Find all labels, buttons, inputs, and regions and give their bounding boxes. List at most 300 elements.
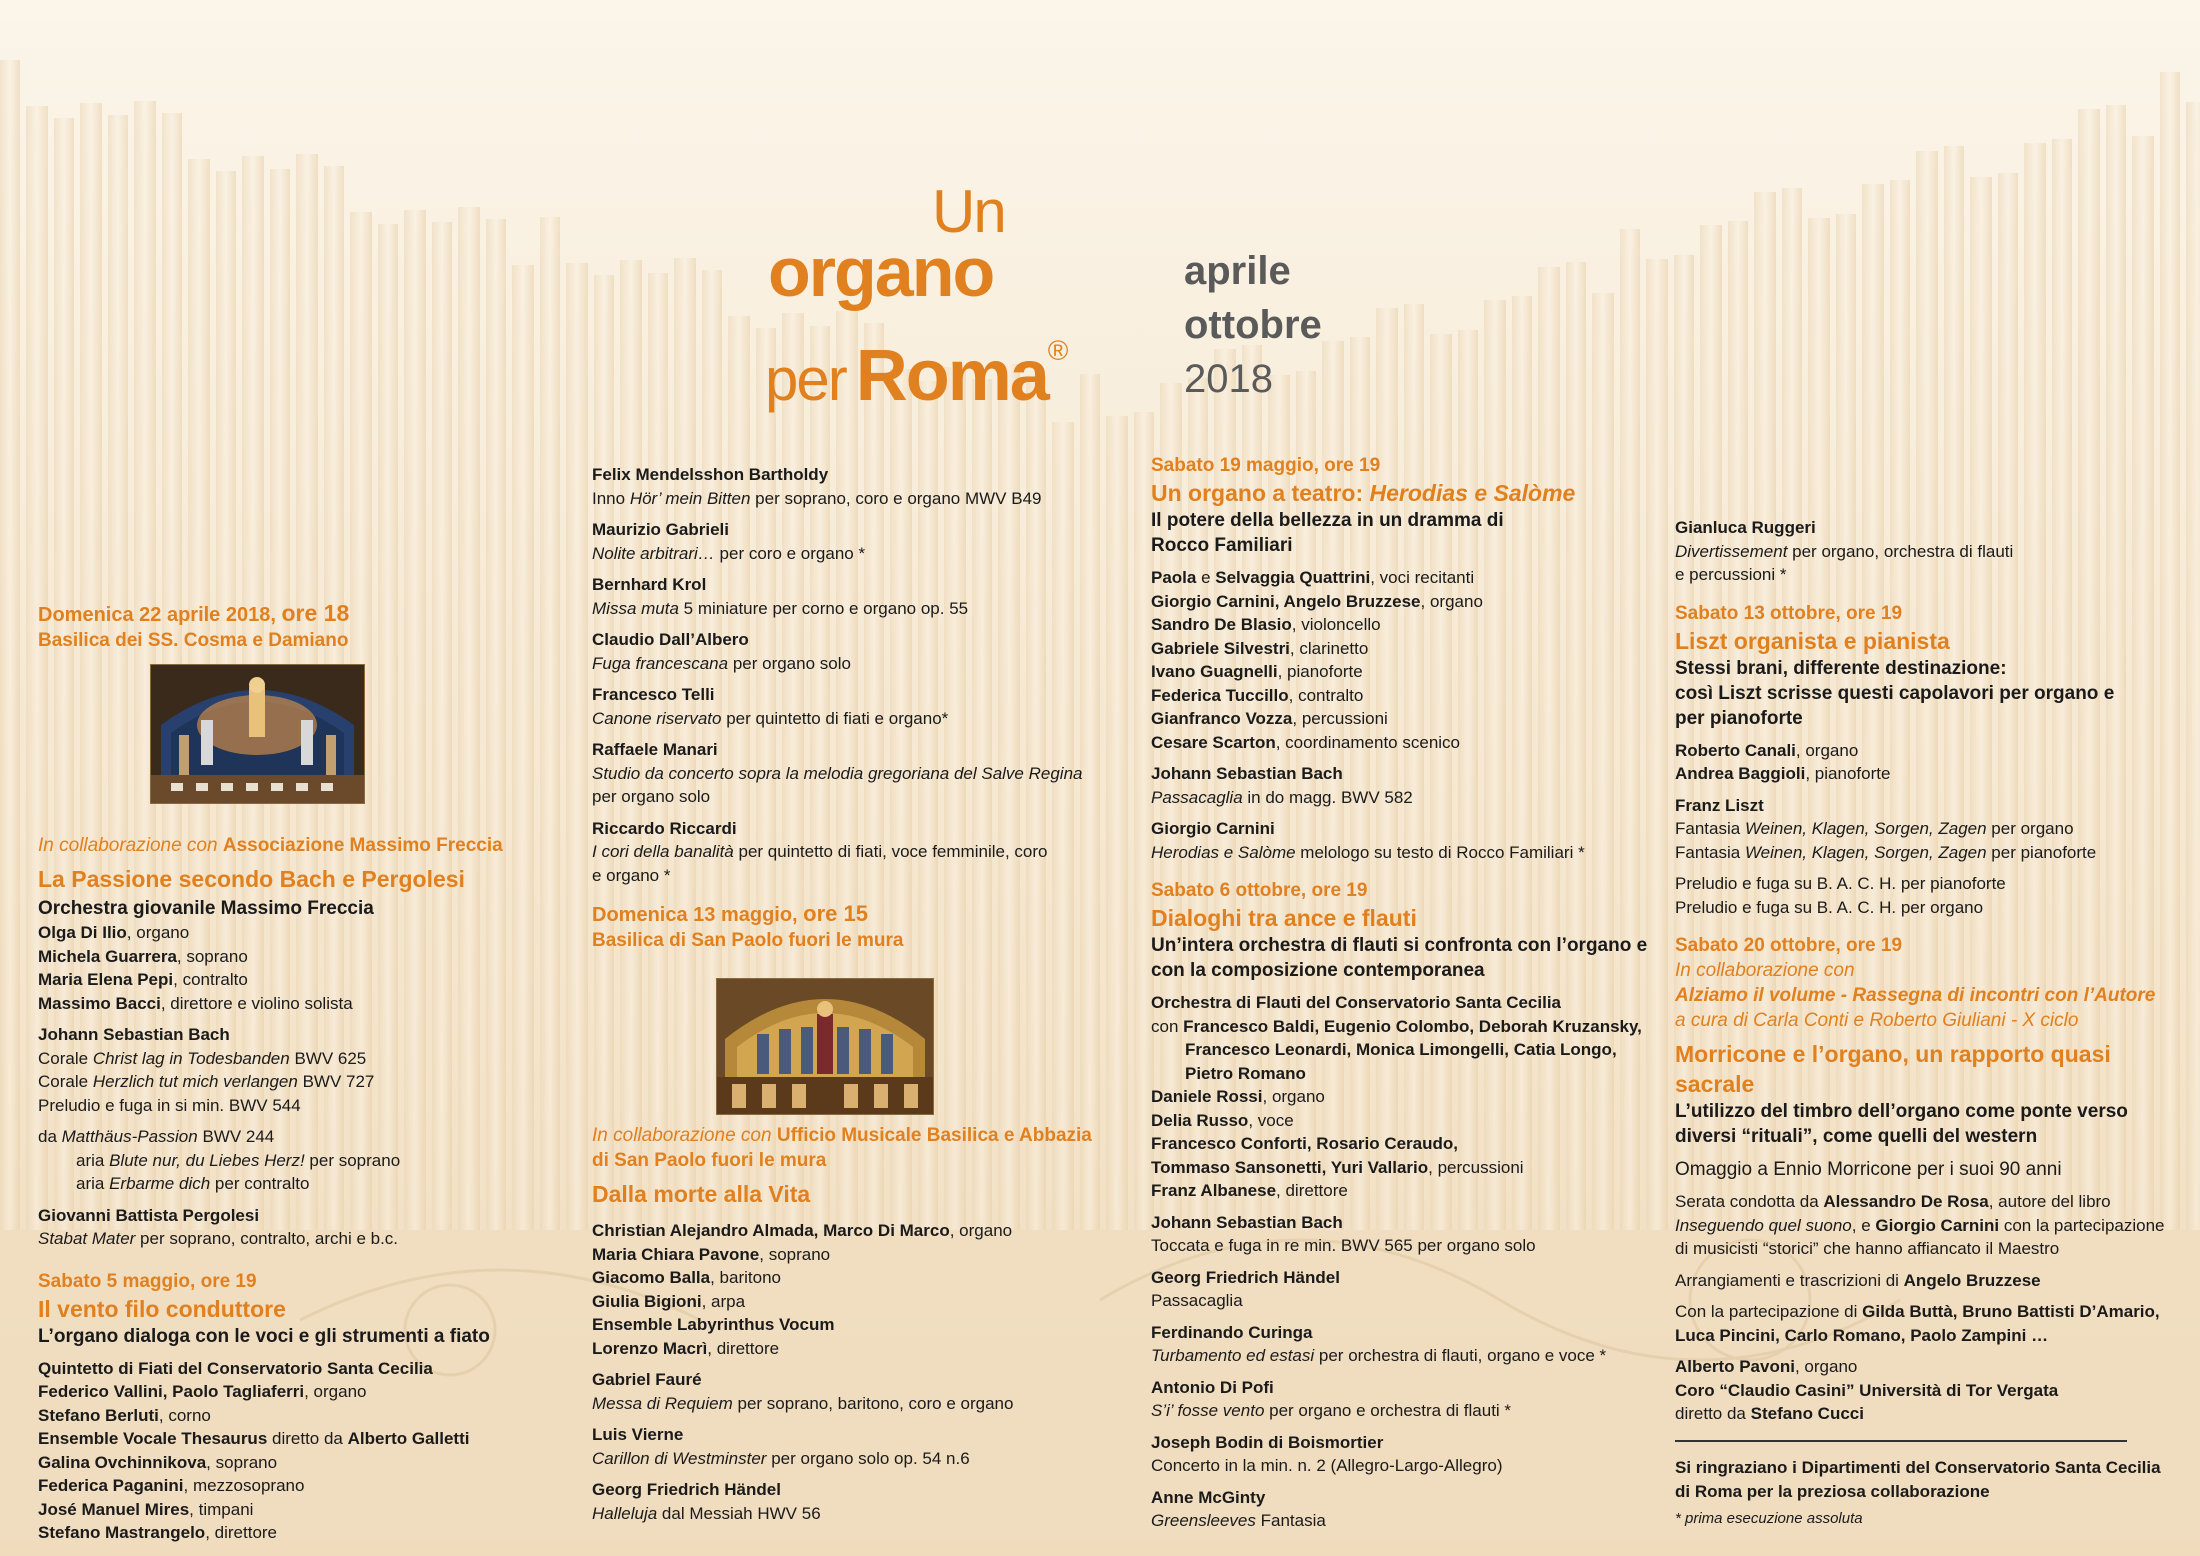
- work-title: Herodias e Salòme: [1151, 842, 1296, 862]
- arranger-name: Angelo Bruzzese: [1903, 1270, 2041, 1290]
- performer-role: , contralto: [173, 970, 248, 989]
- performer-name: Roberto Canali: [1675, 740, 1796, 760]
- composer-name: Antonio Di Pofi: [1151, 1377, 1274, 1397]
- performer-line: [1151, 684, 1661, 708]
- work-line: per organo solo: [592, 787, 711, 806]
- collab-partner: Ufficio Musicale Basilica e Abbazia: [776, 1125, 1092, 1146]
- composer-name: Gabriel Fauré: [592, 1370, 702, 1389]
- composer-name: Georg Friedrich Händel: [1151, 1267, 1340, 1287]
- soloist-names: Francesco Baldi, Eugenio Colombo, Deborah Kruzansky,: [1183, 1016, 1642, 1036]
- event-1-date: [38, 601, 508, 628]
- performer-role: , timpani: [189, 1499, 254, 1519]
- performer-role: , organo: [126, 923, 190, 942]
- performer-line: [592, 1219, 1092, 1243]
- performer-role: , soprano: [206, 1452, 278, 1472]
- event-7-host-line-2: [1675, 1214, 2175, 1238]
- performer-line: [1151, 1156, 1661, 1180]
- event-4-title-main: Un organo a teatro:: [1151, 480, 1370, 506]
- performer-role: , coordinamento scenico: [1275, 732, 1461, 752]
- work-title: I cori della banalità: [592, 842, 734, 861]
- performer-name: Stefano Mastrangelo: [38, 1523, 206, 1542]
- performer-role: , pianoforte: [1277, 662, 1363, 681]
- event-3-collaboration: [592, 1123, 1092, 1148]
- host-name: Alessandro De Rosa: [1823, 1192, 1989, 1211]
- work-line: Preludio e fuga in si min. BWV 544: [38, 1095, 301, 1115]
- work-title: Erbarme dich: [109, 1174, 211, 1193]
- event-7-host-line-3: di musicisti “storici” che hanno affiancato il Maestro: [1675, 1239, 2060, 1258]
- soloist-names: Pietro Romano: [1185, 1063, 1306, 1083]
- collab-prefix: In collaborazione con: [38, 835, 223, 856]
- work-line: [592, 597, 1092, 621]
- text-run: , e: [1851, 1215, 1876, 1235]
- collab-partner: Associazione Massimo Freccia: [222, 835, 503, 856]
- performer-line: [38, 1427, 508, 1451]
- work-prefix: aria: [76, 1174, 110, 1193]
- composer-name: Maurizio Gabrieli: [592, 520, 729, 539]
- composer-bach: Johann Sebastian Bach: [38, 1025, 230, 1044]
- performer-role: , pianoforte: [1805, 764, 1891, 783]
- event-7-title: Morricone e l’organo, un rapporto quasi sacrale: [1675, 1041, 2111, 1097]
- performer-line: [38, 1404, 508, 1428]
- work-line: [592, 1447, 1092, 1471]
- performer-role: , organo: [1795, 740, 1859, 760]
- logo-per-word: per: [765, 346, 846, 413]
- event-3-venue: Basilica di San Paolo fuori le mura: [592, 930, 904, 951]
- composer-name: Anne McGinty: [1151, 1487, 1266, 1507]
- event-4-subtitle-2: Rocco Familiari: [1151, 535, 1293, 556]
- event-7-host-line: [1675, 1190, 2175, 1214]
- performer-line: [38, 1380, 508, 1404]
- work-scoring: per contralto: [210, 1174, 310, 1193]
- event-3-date: [592, 901, 1092, 928]
- work-title: Blute nur, du Liebes Herz!: [109, 1150, 305, 1170]
- work-scoring: per soprano, coro e organo MWV B49: [750, 488, 1042, 508]
- work-prefix: aria: [76, 1150, 110, 1170]
- work-line: [592, 762, 1092, 786]
- event-2-subtitle: L’organo dialoga con le voci e gli strumenti a fiato: [38, 1325, 490, 1347]
- performer-role: , baritono: [710, 1268, 781, 1287]
- event-2-date: Sabato 5 maggio, ore 19: [38, 1270, 257, 1292]
- performer-name: Ensemble Labyrinthus Vocum: [592, 1315, 835, 1334]
- event-6-title: Liszt organista e pianista: [1675, 627, 1950, 654]
- orchestra-name: Orchestra di Flauti del Conservatorio Santa Cecilia: [1151, 993, 1562, 1012]
- performer-role: , organo: [1794, 1357, 1858, 1376]
- composer-name: Gianluca Ruggeri: [1675, 518, 1816, 537]
- performer-name: Coro “Claudio Casini” Università di Tor Vergata: [1675, 1380, 2059, 1400]
- event-4-subtitle: Il potere della bellezza in un dramma di: [1151, 510, 1504, 531]
- work-catalogue: BWV 244: [197, 1127, 275, 1146]
- performer-name: Giacomo Balla: [592, 1268, 711, 1287]
- performer-role: , organo: [304, 1382, 367, 1401]
- performer-name: Giulia Bigioni: [592, 1291, 702, 1311]
- performer-role: , corno: [158, 1405, 211, 1425]
- performer-role: diretto da: [267, 1429, 348, 1448]
- performer-name: Paola: [1151, 568, 1197, 587]
- performer-role: , direttore: [707, 1338, 780, 1358]
- performer-name: Federica Paganini: [38, 1476, 184, 1495]
- event-5-subtitle: Un’intera orchestra di flauti si confronta con l’organo e: [1151, 935, 1648, 956]
- performer-line: [592, 1243, 1092, 1267]
- performer-role: , percussioni: [1292, 709, 1388, 728]
- work-title: Greensleeves: [1151, 1511, 1256, 1530]
- work-scoring: dal Messiah HWV 56: [657, 1503, 821, 1523]
- work-line: [1151, 1289, 1661, 1313]
- performer-name: Maria Chiara Pavone: [592, 1244, 760, 1264]
- performer-name: Alberto Galletti: [347, 1429, 470, 1448]
- performer-name: Olga Di Ilio: [38, 923, 127, 942]
- work-title: Carillon di Westminster: [592, 1448, 767, 1468]
- work-line: [1675, 841, 2175, 865]
- work-line: [592, 652, 1092, 676]
- column-3: [1151, 453, 1661, 1533]
- composer-liszt: Franz Liszt: [1675, 795, 1764, 815]
- performer-name: Galina Ovchinnikova: [38, 1452, 207, 1472]
- performer-line: [1151, 1132, 1661, 1156]
- work-catalogue: BWV 727: [297, 1072, 375, 1091]
- performer-name: Delia Russo: [1151, 1110, 1249, 1130]
- performer-line: [38, 992, 508, 1016]
- event-7-collaboration: In collaborazione con: [1675, 960, 1855, 981]
- performer-name: Federica Tuccillo: [1151, 685, 1289, 705]
- work-title: Weinen, Klagen, Sorgen, Zagen: [1744, 819, 1987, 838]
- work-line: [1151, 786, 1661, 810]
- event-5-works: [1151, 1211, 1661, 1533]
- work-line: [1151, 1454, 1661, 1478]
- work-line: e percussioni *: [1675, 565, 1787, 584]
- performer-name: Maria Elena Pepi: [38, 970, 174, 989]
- work-title: Passacaglia: [1151, 787, 1243, 807]
- work-prefix: Corale: [38, 1048, 93, 1068]
- performer-line: [592, 1313, 1092, 1337]
- work-line: [38, 1227, 508, 1251]
- composer-name: Riccardo Riccardi: [592, 818, 737, 838]
- work-line: [1151, 1344, 1661, 1368]
- performer-name: Franz Albanese: [1151, 1181, 1277, 1200]
- date-october: ottobre: [1184, 303, 1322, 347]
- event-5-performers: [1151, 1085, 1661, 1203]
- performer-line: [1151, 707, 1661, 731]
- performer-line: [1151, 637, 1661, 661]
- guest-names: Luca Pincini, Carlo Romano, Paolo Zampini …: [1675, 1325, 2049, 1345]
- event-6-subtitle-3: per pianoforte: [1675, 707, 1803, 729]
- performer-name: Gabriele Silvestri: [1151, 638, 1290, 658]
- text-run: con la partecipazione: [1999, 1215, 2165, 1235]
- event-7-performers: [1675, 1355, 2175, 1402]
- work-title: Herzlich tut mich verlangen: [92, 1072, 298, 1091]
- event-7-subtitle: L’utilizzo del timbro dell’organo come ponte verso: [1675, 1101, 2128, 1122]
- event-4-performers: [1151, 566, 1661, 754]
- logo-organo: organo: [768, 233, 994, 311]
- event-7-tribute: Omaggio a Ennio Morricone per i suoi 90 anni: [1675, 1159, 2062, 1180]
- event-6-subtitle-2: così Liszt scrisse questi capolavori per organo e: [1675, 682, 2115, 704]
- performer-role: , soprano: [176, 946, 248, 966]
- performer-name: Sandro De Blasio: [1151, 615, 1292, 634]
- event-7-arrangements: [1675, 1269, 2175, 1293]
- work-title: Fuga francescana: [592, 653, 729, 673]
- work-prefix: Inno: [592, 488, 630, 508]
- basilica-cosma-damiano-photo: [150, 664, 365, 804]
- performer-line: [592, 1266, 1092, 1290]
- performer-role: , direttore: [205, 1523, 278, 1542]
- event-3-performers: [592, 1219, 1092, 1360]
- performer-role: , clarinetto: [1289, 638, 1369, 658]
- performer-line: [38, 1498, 508, 1522]
- text-run: , autore del libro: [1988, 1192, 2111, 1211]
- composer-name: Francesco Telli: [592, 685, 715, 704]
- performer-line: [38, 968, 508, 992]
- performer-line: [38, 1451, 508, 1475]
- work-line: [38, 1125, 508, 1149]
- performer-line: [592, 1290, 1092, 1314]
- performer-line: [38, 1521, 508, 1545]
- event-6-subtitle: Stessi brani, differente destinazione:: [1675, 657, 2007, 679]
- performer-name: Stefano Berluti: [38, 1405, 159, 1425]
- event-1-venue: Basilica dei SS. Cosma e Damiano: [38, 630, 349, 651]
- composer-name: Ferdinando Curinga: [1151, 1322, 1313, 1342]
- performer-name: Christian Alejandro Almada, Marco Di Marco: [592, 1221, 950, 1240]
- column-4: [1675, 516, 2175, 1426]
- work-scoring: per soprano, baritono, coro e organo: [732, 1393, 1014, 1413]
- work-scoring: Passacaglia: [1151, 1291, 1243, 1310]
- event-2-title: Il vento filo conduttore: [38, 1295, 286, 1322]
- performer-role: , organo: [1420, 591, 1483, 611]
- event-5-subtitle-2: con la composizione contemporanea: [1151, 960, 1485, 981]
- work-title: Canone riservato: [592, 708, 722, 728]
- performer-line: [1675, 739, 2175, 763]
- composer-name: Felix Mendelsshon Bartholdy: [592, 465, 829, 484]
- performer-name: Ensemble Vocale Thesaurus: [38, 1429, 268, 1448]
- composer-name: Giorgio Carnini: [1151, 819, 1275, 838]
- performer-role: , percussioni: [1428, 1157, 1524, 1177]
- event-1-time: ore 18: [281, 600, 350, 626]
- work-scoring: per orchestra di flauti, organo e voce *: [1314, 1346, 1607, 1365]
- performer-name: Alberto Pavoni: [1675, 1357, 1795, 1376]
- premiere-footnote: * prima esecuzione assoluta: [1675, 1510, 1863, 1527]
- work-scoring: per quintetto di fiati e organo*: [721, 708, 949, 728]
- work-title: Halleluja: [592, 1503, 658, 1523]
- performer-name: Daniele Rossi: [1151, 1087, 1263, 1106]
- work-scoring: per soprano: [304, 1150, 401, 1170]
- performer-line: [592, 1337, 1092, 1361]
- performer-line: [1151, 1179, 1661, 1203]
- performer-name: Ivano Guagnelli: [1151, 662, 1278, 681]
- performer-line: [1151, 1109, 1661, 1133]
- event-4-title: [1151, 478, 1661, 508]
- host-name: Giorgio Carnini: [1875, 1215, 2000, 1235]
- performer-role: , voci recitanti: [1370, 568, 1475, 587]
- work-scoring: melologo su testo di Rocco Familiari *: [1295, 842, 1585, 862]
- work-title: Weinen, Klagen, Sorgen, Zagen: [1744, 842, 1987, 862]
- performer-role: , soprano: [759, 1244, 831, 1264]
- work-line: [38, 1172, 508, 1196]
- work-line: [38, 1149, 508, 1173]
- work-title: Missa muta: [592, 598, 679, 618]
- performer-line: [1151, 590, 1661, 614]
- text-run: Serata condotta da: [1675, 1192, 1824, 1211]
- collab-partner-line2: di San Paolo fuori le mura: [592, 1150, 827, 1171]
- work-title: Studio da concerto sopra la melodia gregoriana del Salve Regina: [592, 763, 1083, 783]
- work-title: Hör’ mein Bitten: [629, 488, 751, 508]
- thanks-line: Si ringraziano i Dipartimenti del Conservatorio Santa Cecilia: [1675, 1458, 2161, 1477]
- work-title: Nolite arbitrari…: [592, 543, 715, 563]
- event-1-collaboration: [38, 833, 508, 858]
- work-title: Christ lag in Todesbanden: [92, 1048, 290, 1068]
- work-title: Stabat Mater: [38, 1229, 136, 1248]
- event-3-day: Domenica 13 maggio,: [592, 904, 804, 926]
- work-catalogue: BWV 625: [289, 1048, 367, 1068]
- performer-line: [1151, 1085, 1661, 1109]
- composer-name: Claudio Dall’Albero: [592, 630, 749, 649]
- performer-line: [1675, 762, 2175, 786]
- event-6-date: Sabato 13 ottobre, ore 19: [1675, 602, 1903, 624]
- logo-un: Un: [932, 178, 1005, 245]
- work-prefix: Fantasia: [1675, 819, 1745, 838]
- work-line: [592, 1392, 1092, 1416]
- event-1-ensemble: Orchestra giovanile Massimo Freccia: [38, 898, 374, 919]
- composer-name: Georg Friedrich Händel: [592, 1480, 781, 1499]
- performer-name: Gianfranco Vozza: [1151, 709, 1293, 728]
- thanks-line-2: di Roma per la preziosa collaborazione: [1675, 1481, 1990, 1501]
- event-1-title: La Passione secondo Bach e Pergolesi: [38, 866, 465, 892]
- work-prefix: Fantasia: [1675, 842, 1745, 862]
- performer-name: Cesare Scarton: [1151, 732, 1276, 752]
- work-title: S’i’ fosse vento: [1151, 1401, 1265, 1420]
- performer-name: Quintetto di Fiati del Conservatorio Santa Cecilia: [38, 1358, 433, 1378]
- performer-name: Andrea Baggioli: [1675, 764, 1806, 783]
- work-scoring: Toccata e fuga in re min. BWV 565 per organo solo: [1151, 1236, 1536, 1255]
- date-year: 2018: [1184, 357, 1273, 401]
- performer-name: Selvaggia Quattrini: [1215, 568, 1371, 587]
- work-scoring: per pianoforte: [1986, 842, 2097, 862]
- work-scoring: in do magg. BWV 582: [1242, 787, 1413, 807]
- work-line: [38, 1047, 508, 1071]
- composer-name: Johann Sebastian Bach: [1151, 764, 1343, 783]
- work-line: [592, 1502, 1092, 1526]
- composer-name: Johann Sebastian Bach: [1151, 1212, 1343, 1232]
- event-1-performers: [38, 921, 508, 1015]
- performer-name: Tommaso Sansonetti, Yuri Vallario: [1151, 1157, 1429, 1177]
- work-prefix: Corale: [38, 1072, 93, 1091]
- performer-role: , violoncello: [1291, 615, 1381, 634]
- composer-pergolesi: Giovanni Battista Pergolesi: [38, 1205, 260, 1225]
- work-line: [1151, 1234, 1661, 1258]
- work-prefix: da: [38, 1127, 62, 1146]
- work-line: [592, 487, 1092, 511]
- conductor-line: [1675, 1402, 2175, 1426]
- event-5-title: Dialoghi tra ance e flauti: [1151, 905, 1417, 931]
- event-7-date: Sabato 20 ottobre, ore 19: [1675, 935, 1903, 956]
- event-4-title-work: Herodias e Salòme: [1369, 480, 1576, 506]
- book-title: Inseguendo quel suono: [1675, 1215, 1852, 1235]
- conductor-name: Stefano Cucci: [1750, 1404, 1864, 1423]
- performer-line: [1675, 1379, 2175, 1403]
- performer-name: Lorenzo Macrì: [592, 1338, 708, 1358]
- work-line: [592, 840, 1092, 864]
- collab-prefix: In collaborazione con: [592, 1125, 777, 1146]
- work-title: Divertissement: [1675, 541, 1788, 561]
- soloist-names: Francesco Leonardi, Monica Limongelli, Catia Longo,: [1185, 1040, 1617, 1059]
- work-scoring: per organo, orchestra di flauti: [1787, 541, 2014, 561]
- work-scoring: per coro e organo *: [714, 543, 866, 563]
- logo-roma-word: Roma: [855, 336, 1048, 416]
- guest-names: Gilda Buttà, Bruno Battisti D’Amario,: [1862, 1302, 2160, 1321]
- performer-role: , mezzosoprano: [183, 1476, 305, 1495]
- season-dates: [1184, 244, 1322, 406]
- performer-line: [1151, 613, 1661, 637]
- work-line: [1151, 1399, 1661, 1423]
- work-scoring: per soprano, contralto, archi e b.c.: [135, 1229, 399, 1248]
- performer-name: José Manuel Mires: [38, 1499, 190, 1519]
- event-7-curators: a cura di Carla Conti e Roberto Giuliani - X ciclo: [1675, 1010, 2079, 1031]
- text-run: Con la partecipazione di: [1675, 1302, 1863, 1321]
- composer-name: Raffaele Manari: [592, 740, 718, 759]
- work-line: Preludio e fuga su B. A. C. H. per pianoforte: [1675, 874, 2006, 893]
- registered-mark: ®: [1047, 335, 1069, 366]
- performer-role: , arpa: [701, 1291, 746, 1311]
- performer-role: , direttore: [1276, 1181, 1348, 1200]
- performer-line: [1151, 660, 1661, 684]
- work-scoring: 5 miniature per corno e organo op. 55: [678, 598, 969, 618]
- logo-per: [765, 318, 1069, 416]
- work-line: [1675, 817, 2175, 841]
- performer-line: [38, 921, 508, 945]
- performer-name: Francesco Conforti, Rosario Ceraudo,: [1151, 1134, 1458, 1153]
- basilica-san-paolo-photo: [716, 978, 934, 1115]
- work-scoring: per organo solo op. 54 n.6: [766, 1448, 970, 1468]
- event-7-series-name: Alziamo il volume - Rassegna di incontri con l’Autore: [1675, 985, 2156, 1006]
- work-title: Turbamento ed estasi: [1151, 1346, 1315, 1365]
- event-4-date: Sabato 19 maggio, ore 19: [1151, 455, 1381, 476]
- event-5-date: Sabato 6 ottobre, ore 19: [1151, 880, 1368, 901]
- performer-line: [38, 1474, 508, 1498]
- work-line: [38, 1070, 508, 1094]
- event-7-subtitle-2: diversi “rituali”, come quelli del western: [1675, 1126, 2038, 1147]
- performer-role: , voce: [1248, 1110, 1294, 1130]
- event-2-performers: [38, 1357, 508, 1545]
- event-3-time: ore 15: [803, 901, 868, 926]
- date-april: aprile: [1184, 249, 1291, 293]
- performer-line: [1675, 1355, 2175, 1379]
- text-run: Arrangiamenti e trascrizioni di: [1675, 1270, 1904, 1290]
- soloists-line: [1151, 1015, 1661, 1039]
- composer-name: Luis Vierne: [592, 1425, 684, 1444]
- text-run: diretto da: [1675, 1404, 1751, 1423]
- work-line: [1675, 540, 2175, 564]
- footer-divider: [1675, 1440, 2127, 1442]
- text-run: e: [1196, 568, 1216, 587]
- work-line: Preludio e fuga su B. A. C. H. per organo: [1675, 897, 1984, 917]
- performer-role: , organo: [949, 1221, 1013, 1240]
- work-line: e organo *: [592, 865, 671, 885]
- work-line: [1151, 1509, 1661, 1533]
- event-3-title: Dalla morte alla Vita: [592, 1181, 811, 1207]
- event-1-day: Domenica 22 aprile 2018,: [38, 604, 282, 626]
- performer-name: Giorgio Carnini, Angelo Bruzzese: [1151, 591, 1421, 611]
- work-line: [1151, 841, 1661, 865]
- event-7-guests: [1675, 1300, 2175, 1324]
- performer-line: [38, 945, 508, 969]
- with-prefix: con: [1151, 1016, 1184, 1036]
- work-scoring: Concerto in la min. n. 2 (Allegro-Largo-Allegro): [1151, 1456, 1503, 1475]
- work-scoring: per organo: [1986, 819, 2074, 838]
- work-line: [592, 542, 1092, 566]
- work-scoring: Fantasia: [1255, 1511, 1326, 1530]
- performer-role: , contralto: [1288, 685, 1364, 705]
- performer-role: , organo: [1262, 1087, 1325, 1106]
- acknowledgements: [1675, 1456, 2175, 1531]
- composer-name: Bernhard Krol: [592, 575, 707, 594]
- performer-name: Michela Guarrera: [38, 946, 177, 966]
